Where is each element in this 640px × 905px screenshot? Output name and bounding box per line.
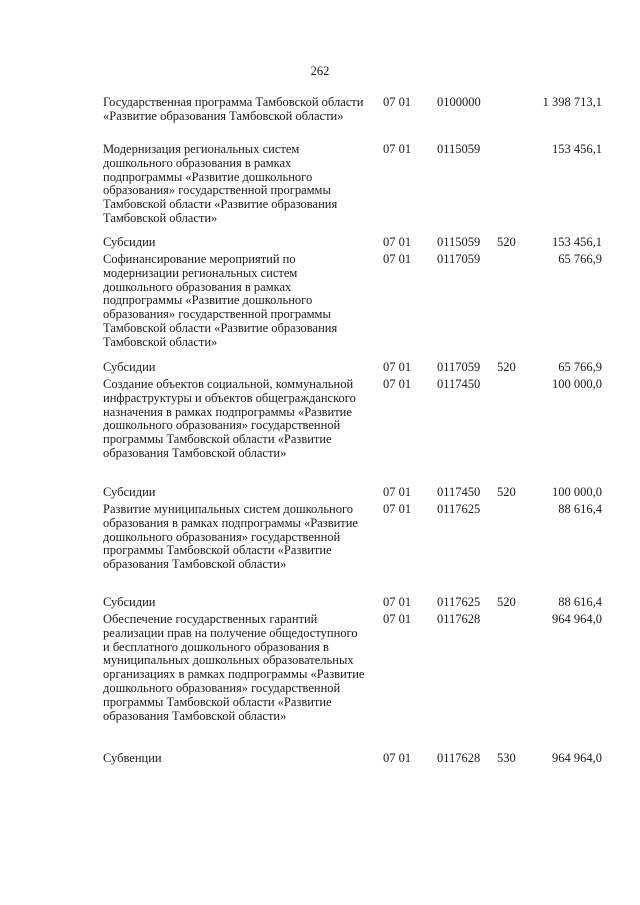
row-target-article: 0100000	[437, 95, 481, 109]
row-name: Модернизация региональных систем дошкольного образования в рамках подпрограммы «Развитие дошкольного образования» государственной программы Тамбовской области «Развитие образования Тамбовской области»	[103, 142, 338, 225]
row-target-article: 0117625	[437, 502, 481, 516]
row-section-code: 07 01	[383, 595, 412, 609]
row-amount: 153 456,1	[552, 235, 602, 249]
table-row	[0, 752, 640, 769]
row-expense-type: 520	[497, 360, 516, 374]
table-row	[0, 253, 640, 361]
table-row	[0, 503, 640, 596]
row-name: Субвенции	[103, 751, 162, 765]
row-target-article: 0117625	[437, 595, 481, 609]
row-target-article: 0115059	[437, 235, 481, 249]
row-amount: 964 964,0	[552, 612, 602, 626]
row-amount: 65 766,9	[558, 252, 602, 266]
row-amount: 100 000,0	[552, 485, 602, 499]
row-amount: 88 616,4	[558, 502, 602, 516]
row-name: Субсидии	[103, 595, 156, 609]
row-section-code: 07 01	[383, 377, 412, 391]
table-row	[0, 361, 640, 378]
row-expense-type: 520	[497, 595, 516, 609]
table-row	[0, 96, 640, 143]
row-expense-type: 520	[497, 235, 516, 249]
row-target-article: 0117450	[437, 485, 481, 499]
row-target-article: 0115059	[437, 142, 481, 156]
row-amount: 1 398 713,1	[542, 95, 602, 109]
row-section-code: 07 01	[383, 612, 412, 626]
row-section-code: 07 01	[383, 235, 412, 249]
budget-table	[0, 96, 640, 769]
table-row	[0, 596, 640, 613]
row-name: Субсидии	[103, 235, 156, 249]
row-section-code: 07 01	[383, 142, 412, 156]
table-row	[0, 378, 640, 486]
table-row	[0, 143, 640, 236]
row-amount: 153 456,1	[552, 142, 602, 156]
row-amount: 65 766,9	[558, 360, 602, 374]
row-name: Государственная программа Тамбовской области «Развитие образования Тамбовской области»	[103, 95, 364, 123]
row-section-code: 07 01	[383, 485, 412, 499]
row-section-code: 07 01	[383, 252, 412, 266]
row-name: Развитие муниципальных систем дошкольного образования в рамках подпрограммы «Развитие дошкольного образования» государственной программы Тамбовской области «Развитие образования Тамбовской области»	[103, 502, 358, 572]
row-section-code: 07 01	[383, 360, 412, 374]
row-amount: 88 616,4	[558, 595, 602, 609]
row-target-article: 0117628	[437, 612, 481, 626]
row-expense-type: 520	[497, 485, 516, 499]
row-expense-type: 530	[497, 751, 516, 765]
table-row	[0, 613, 640, 752]
row-target-article: 0117628	[437, 751, 481, 765]
row-amount: 964 964,0	[552, 751, 602, 765]
row-target-article: 0117059	[437, 252, 481, 266]
row-section-code: 07 01	[383, 95, 412, 109]
row-name: Субсидии	[103, 485, 156, 499]
row-target-article: 0117059	[437, 360, 481, 374]
row-name: Создание объектов социальной, коммунальной инфраструктуры и объектов общегражданского назначения в рамках подпрограммы «Развитие дошкольного образования» государственной программы Тамбовской области «Развитие образования Тамбовской области»	[103, 377, 356, 460]
row-name: Субсидии	[103, 360, 156, 374]
row-amount: 100 000,0	[552, 377, 602, 391]
row-name: Софинансирование мероприятий по модернизации региональных систем дошкольного образования в рамках подпрограммы «Развитие дошкольного образования» государственной программы Тамбовской области «Развитие образования Тамбовской области»	[103, 252, 338, 349]
row-section-code: 07 01	[383, 502, 412, 516]
table-row	[0, 236, 640, 253]
page-number: 262	[310, 64, 330, 78]
row-name: Обеспечение государственных гарантий реализации прав на получение общедоступного и бесплатного дошкольного образования в муниципальных дошкольных образовательных организациях в рамках подпрограммы «Развитие дошкольного образования» государственной программы Тамбовской области «Развитие образования Тамбовской области»	[103, 612, 365, 723]
row-target-article: 0117450	[437, 377, 481, 391]
table-row	[0, 486, 640, 503]
row-section-code: 07 01	[383, 751, 412, 765]
